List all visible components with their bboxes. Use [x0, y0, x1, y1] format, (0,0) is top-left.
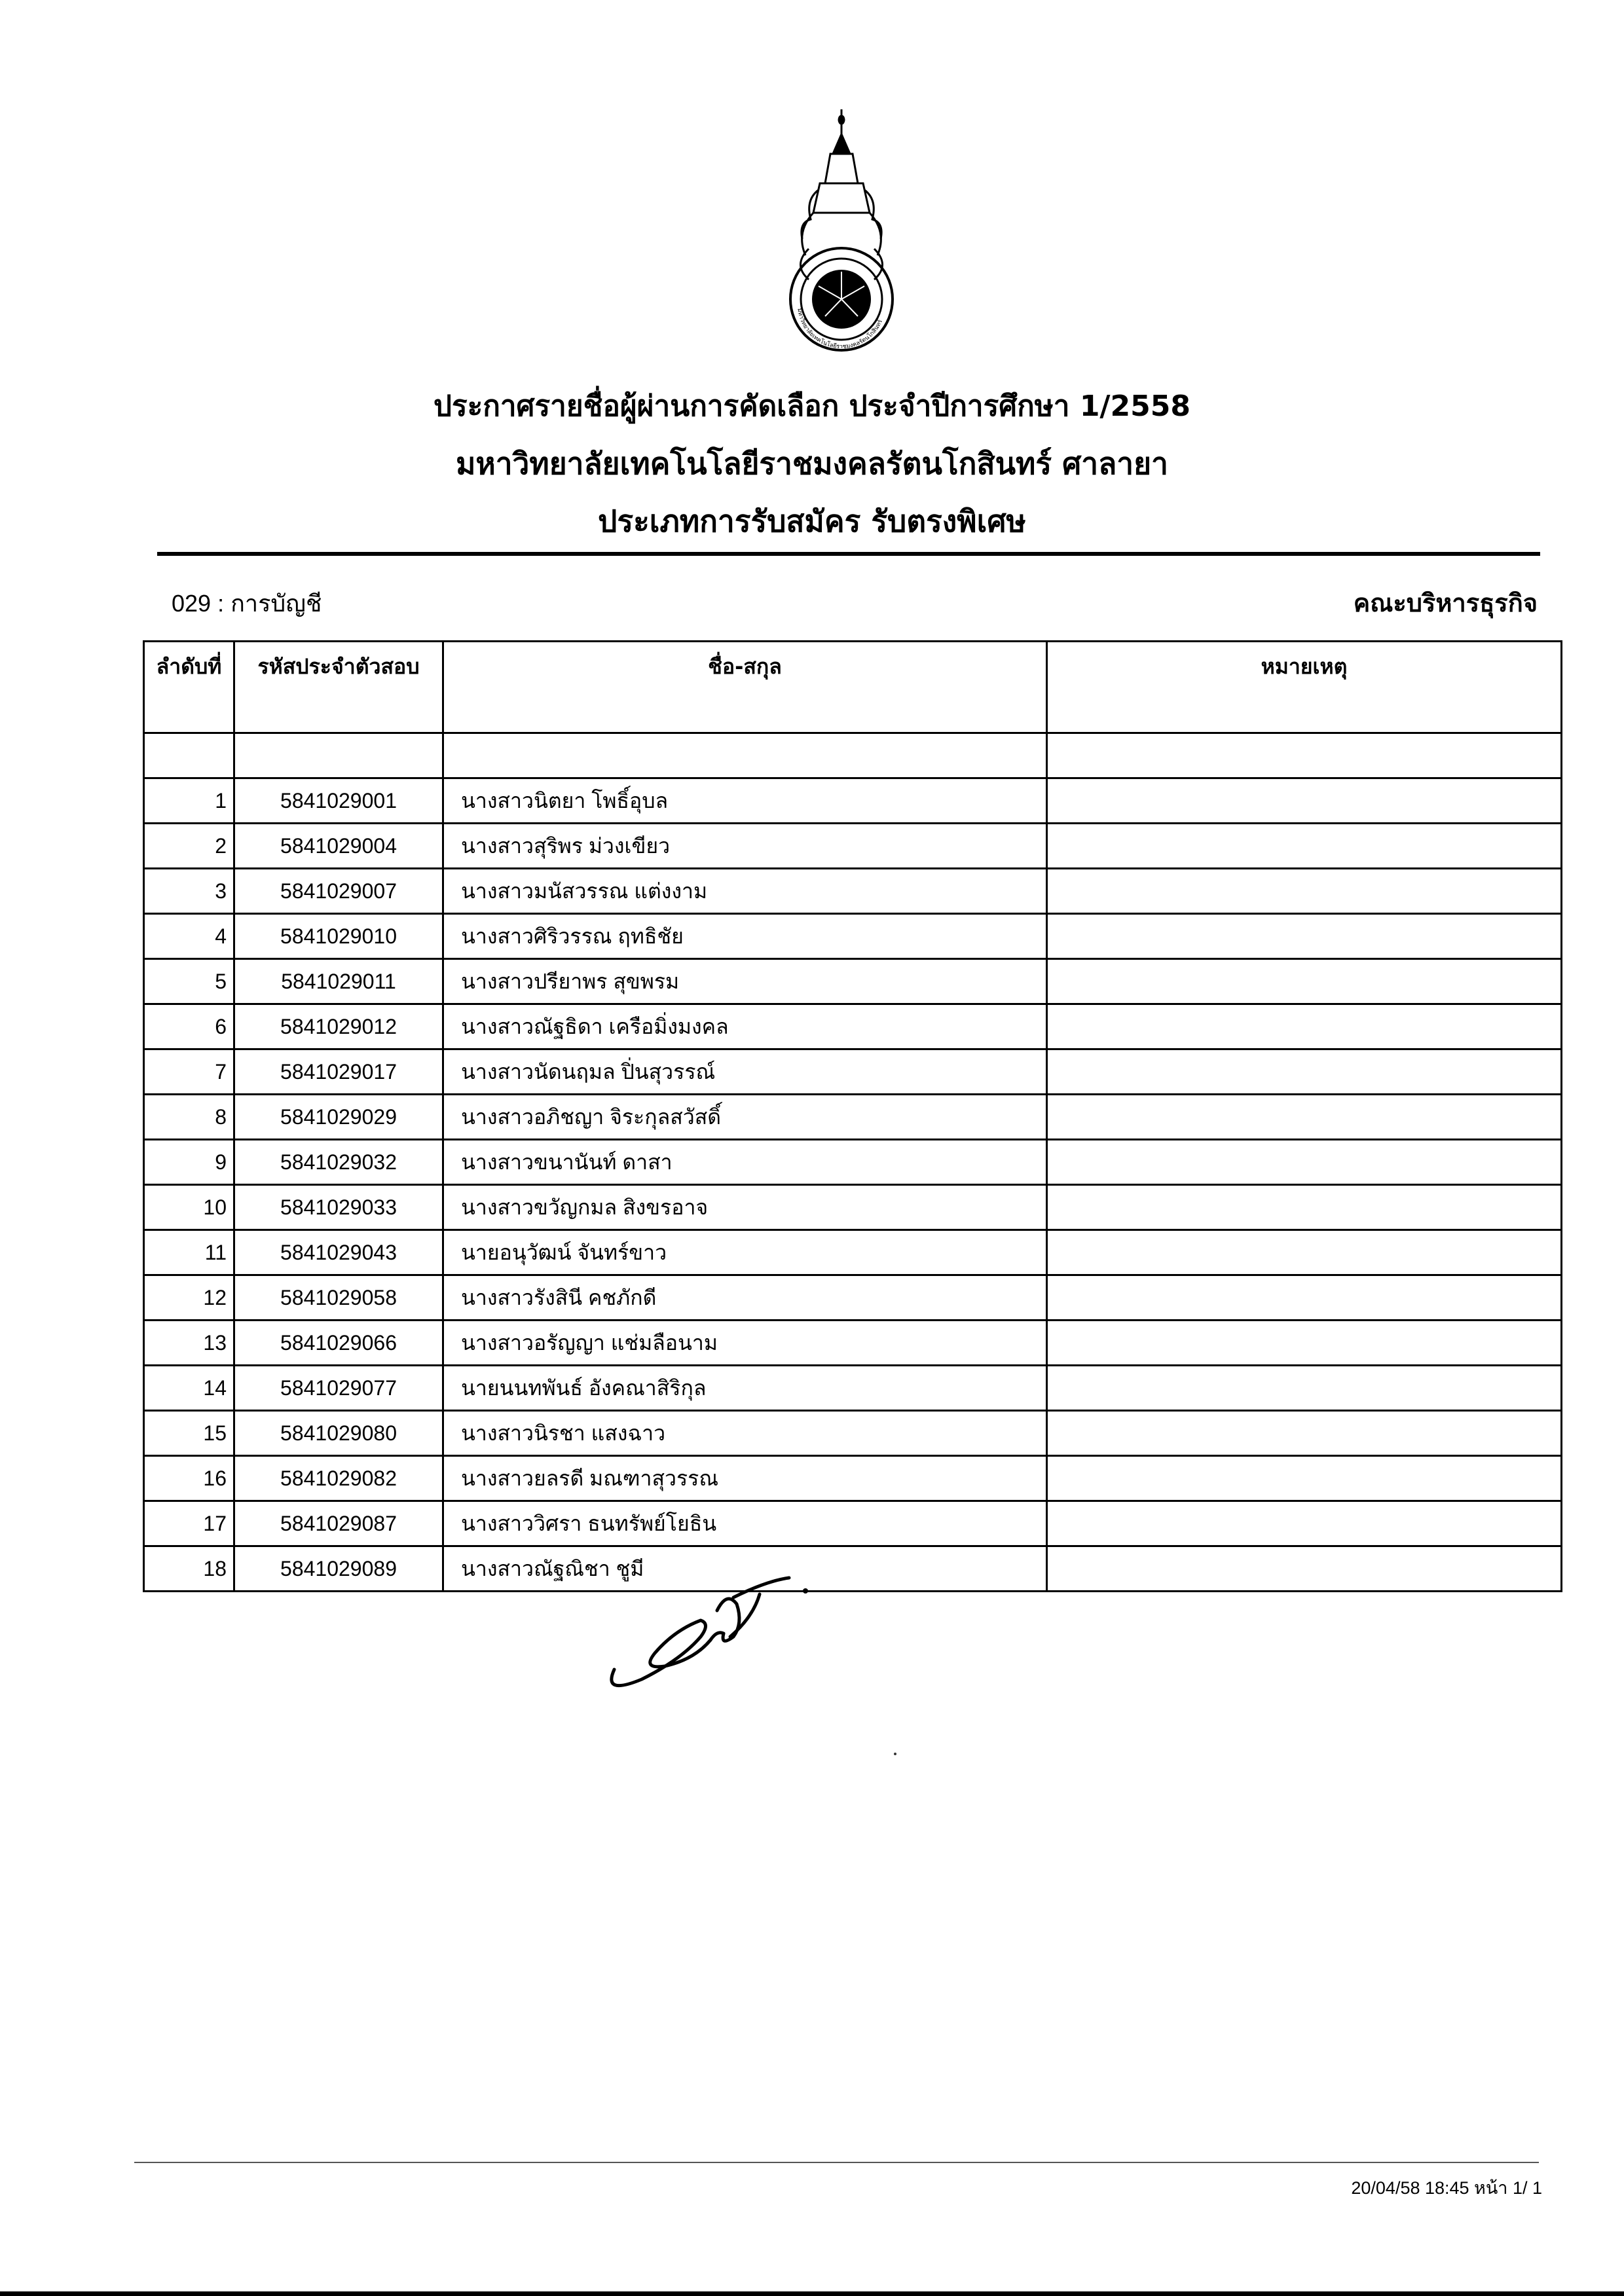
cell-exam-id: 5841029043 [234, 1230, 443, 1275]
faculty-label: คณะบริหารธุรกิจ [1353, 589, 1538, 617]
table-header-row [144, 642, 1562, 733]
admission-type-title: ประเภทการรับสมัคร รับตรงพิเศษ [598, 503, 1026, 539]
cell-full-name: นางสาวอรัญญา แช่มลือนาม [443, 1321, 1047, 1366]
table-row [144, 1275, 1562, 1321]
table-row [144, 1546, 1562, 1592]
cell-order: 6 [144, 1004, 234, 1049]
table-row [144, 1411, 1562, 1456]
university-campus-title: มหาวิทยาลัยเทคโนโลยีราชมงคลรัตนโกสินทร์ ศาลายา [456, 446, 1168, 481]
cell-remarks [1047, 1321, 1562, 1366]
cell-remarks [1047, 1546, 1562, 1592]
table-row [144, 1004, 1562, 1049]
cell-exam-id: 5841029001 [234, 778, 443, 824]
cell-order: 18 [144, 1546, 234, 1592]
header-spacer-row [144, 733, 1562, 778]
cell-full-name: นางสาวขวัญกมล สิงขรอาจ [443, 1185, 1047, 1230]
cell-order: 5 [144, 959, 234, 1004]
cell-exam-id: 5841029029 [234, 1095, 443, 1140]
cell-full-name: นางสาวมนัสวรรณ แต่งงาม [443, 869, 1047, 914]
cell-exam-id: 5841029004 [234, 824, 443, 869]
cell-full-name: นางสาวนิตยา โพธิ์อุบล [443, 778, 1047, 824]
header-full-name: ชื่อ-สกุล [443, 642, 1047, 733]
table-row [144, 869, 1562, 914]
header-divider [157, 552, 1540, 556]
cell-exam-id: 5841029010 [234, 914, 443, 959]
cell-full-name: นางสาวขนานันท์ ดาสา [443, 1140, 1047, 1185]
cell-order: 17 [144, 1501, 234, 1546]
cell-full-name: นางสาวณัฐธิดา เครือมิ่งมงคล [443, 1004, 1047, 1049]
cell-order: 12 [144, 1275, 234, 1321]
cell-exam-id: 5841029082 [234, 1456, 443, 1501]
table-row [144, 1140, 1562, 1185]
table-row [144, 914, 1562, 959]
cell-exam-id: 5841029080 [234, 1411, 443, 1456]
cell-full-name: นายนนทพันธ์ อังคณาสิริกุล [443, 1366, 1047, 1411]
table-row [144, 1366, 1562, 1411]
table-row [144, 1456, 1562, 1501]
cell-remarks [1047, 1140, 1562, 1185]
table-row [144, 959, 1562, 1004]
cell-remarks [1047, 1230, 1562, 1275]
header-order: ลำดับที่ [144, 642, 234, 733]
cell-remarks [1047, 1004, 1562, 1049]
cell-remarks [1047, 824, 1562, 869]
svg-text:มหาวิทยาลัยเทคโนโลยีราชมงคลรัต: มหาวิทยาลัยเทคโนโลยีราชมงคลรัตนโกสินทร์ [796, 308, 884, 351]
spacer-cell [144, 733, 234, 778]
cell-order: 15 [144, 1411, 234, 1456]
cell-remarks [1047, 1411, 1562, 1456]
cell-remarks [1047, 1275, 1562, 1321]
table-row [144, 778, 1562, 824]
table-row [144, 1501, 1562, 1546]
cell-remarks [1047, 778, 1562, 824]
cell-exam-id: 5841029012 [234, 1004, 443, 1049]
cell-order: 3 [144, 869, 234, 914]
cell-remarks [1047, 1095, 1562, 1140]
cell-remarks [1047, 869, 1562, 914]
spacer-cell [443, 733, 1047, 778]
applicant-table [143, 640, 1562, 1592]
spacer-cell [234, 733, 443, 778]
cell-full-name: นางสาวณัฐณิชา ชูมี [443, 1546, 1047, 1592]
cell-order: 10 [144, 1185, 234, 1230]
cell-full-name: นางสาวนิรชา แสงฉาว [443, 1411, 1047, 1456]
cell-order: 2 [144, 824, 234, 869]
announcement-title: ประกาศรายชื่อผู้ผ่านการคัดเลือก ประจำปีการศึกษา 1/2558 [434, 390, 1190, 423]
header-remarks: หมายเหตุ [1047, 642, 1562, 733]
cell-full-name: นางสาวยลรดี มณฑาสุวรรณ [443, 1456, 1047, 1501]
cell-full-name: นางสาวปรียาพร สุขพรม [443, 959, 1047, 1004]
table-row [144, 1095, 1562, 1140]
cell-exam-id: 5841029087 [234, 1501, 443, 1546]
cell-full-name: นางสาวนัดนฤมล ปิ่นสุวรรณ์ [443, 1049, 1047, 1095]
cell-remarks [1047, 1456, 1562, 1501]
cell-order: 11 [144, 1230, 234, 1275]
print-timestamp-page: 20/04/58 18:45 หน้า 1/ 1 [1351, 2178, 1542, 2198]
spacer-cell [1047, 733, 1562, 778]
scan-speck [894, 1753, 896, 1755]
table-row [144, 824, 1562, 869]
cell-order: 13 [144, 1321, 234, 1366]
cell-exam-id: 5841029011 [234, 959, 443, 1004]
cell-full-name: นางสาวอภิชญา จิระกุลสวัสดิ์ [443, 1095, 1047, 1140]
table-row [144, 1230, 1562, 1275]
cell-exam-id: 5841029077 [234, 1366, 443, 1411]
cell-remarks [1047, 1185, 1562, 1230]
cell-remarks [1047, 914, 1562, 959]
cell-full-name: นางสาววิศรา ธนทรัพย์โยธิน [443, 1501, 1047, 1546]
cell-full-name: นางสาวศิริวรรณ ฤทธิชัย [443, 914, 1047, 959]
cell-order: 16 [144, 1456, 234, 1501]
cell-order: 14 [144, 1366, 234, 1411]
cell-exam-id: 5841029058 [234, 1275, 443, 1321]
cell-exam-id: 5841029007 [234, 869, 443, 914]
cell-remarks [1047, 1049, 1562, 1095]
cell-remarks [1047, 1366, 1562, 1411]
cell-remarks [1047, 959, 1562, 1004]
cell-exam-id: 5841029089 [234, 1546, 443, 1592]
table-row [144, 1321, 1562, 1366]
cell-order: 9 [144, 1140, 234, 1185]
program-label: 029 : การบัญชี [172, 590, 322, 617]
cell-order: 4 [144, 914, 234, 959]
table-row [144, 1049, 1562, 1095]
cell-exam-id: 5841029032 [234, 1140, 443, 1185]
scan-bottom-edge [0, 2291, 1624, 2296]
footer-divider [134, 2162, 1539, 2163]
cell-full-name: นางสาวรังสินี คชภักดี [443, 1275, 1047, 1321]
cell-remarks [1047, 1501, 1562, 1546]
cell-exam-id: 5841029033 [234, 1185, 443, 1230]
cell-order: 1 [144, 778, 234, 824]
cell-exam-id: 5841029017 [234, 1049, 443, 1095]
header-exam-id: รหัสประจำตัวสอบ [234, 642, 443, 733]
cell-exam-id: 5841029066 [234, 1321, 443, 1366]
cell-order: 8 [144, 1095, 234, 1140]
handwritten-signature [602, 1532, 825, 1696]
cell-full-name: นางสาวสุริพร ม่วงเขียว [443, 824, 1047, 869]
table-row [144, 1185, 1562, 1230]
cell-order: 7 [144, 1049, 234, 1095]
cell-full-name: นายอนุวัฒน์ จันทร์ขาว [443, 1230, 1047, 1275]
university-crest-emblem [779, 108, 904, 357]
